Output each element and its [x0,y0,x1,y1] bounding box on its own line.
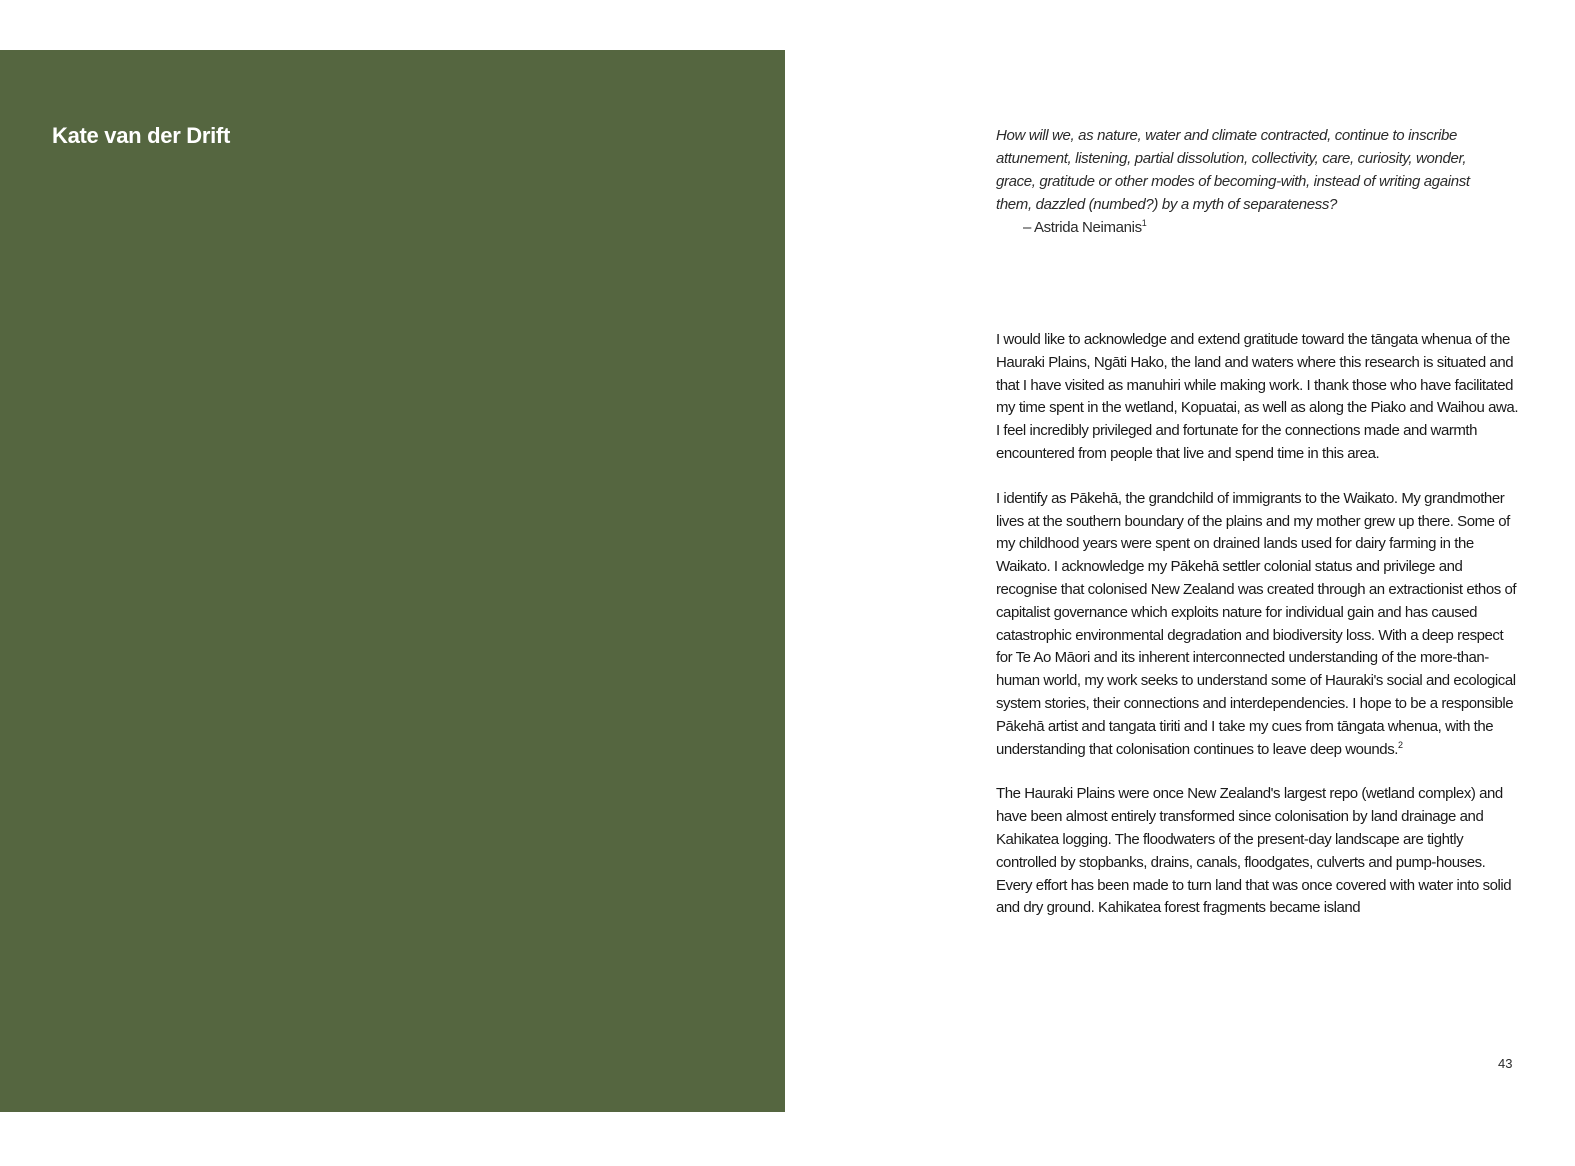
footnote-marker-1[interactable]: 1 [1141,218,1147,228]
epigraph-quote: How will we, as nature, water and climate contracted, continue to inscribe attunement, listening, partial dissolution, collectivity, care, curiosity, wonder, grace, gratitude or other modes of becoming-with, instead of writing against them, dazzled (numbed?) by a myth of separateness? [996,127,1470,213]
epigraph-block [996,124,1496,239]
page-number: 43 [1498,1056,1513,1071]
paragraph-text: The Hauraki Plains were once New Zealand's largest repo (wetland complex) and have been almost entirely transformed since colonisation by land drainage and Kahikatea logging. The floodwaters of the present-day landscape are tightly controlled by stopbanks, drains, canals, floodgates, culverts and pump-houses. Every effort has been made to turn land that was once covered with water into solid and dry ground. Kahikatea forest fragments became island [996,785,1512,917]
paragraph-text: I would like to acknowledge and extend gratitude toward the tāngata whenua of the Hauraki Plains, Ngāti Hako, the land and waters where this research is situated and that I have visited as manuhiri while making work. I thank those who have facilitated my time spent in the wetland, Kopuatai, as well as along the Piako and Waihou awa. I feel incredibly privileged and fortunate for the connections made and warmth encountered from people that live and spend time in this area. [996,331,1519,462]
left-page-green-panel [0,50,785,1112]
footnote-marker-2[interactable]: 2 [1397,739,1403,750]
paragraph-text: I identify as Pākehā, the grandchild of immigrants to the Waikato. My grandmother lives at the southern boundary of the plains and my mother grew up there. Some of my childhood years were spent on drained lands used for dairy farming in the Waikato. I acknowledge my Pākehā settler colonial status and privilege and recognise that colonised New Zealand was created through an extractionist ethos of capitalist governance which exploits nature for individual gain and has caused catastrophic environmental degradation and biodiversity loss. With a deep respect for Te Ao Māori and its inherent interconnected understanding of the more-than-human world, my work seeks to understand some of Hauraki's social and ecological system stories, their connections and interdependencies. I hope to be a responsible Pākehā artist and tangata tiriti and I take my cues from tāngata whenua, with the understanding that colonisation continues to leave deep wounds. [996,489,1517,758]
body-text [996,329,1521,942]
epigraph-attribution-text: – Astrida Neimanis [1023,219,1142,236]
right-page [785,50,1575,1112]
epigraph-attribution [996,216,1496,239]
author-name-heading: Kate van der Drift [52,123,230,148]
paragraph-acknowledgement [996,329,1521,466]
paragraph-identity [996,488,1521,762]
paragraph-hauraki-plains [996,783,1521,920]
